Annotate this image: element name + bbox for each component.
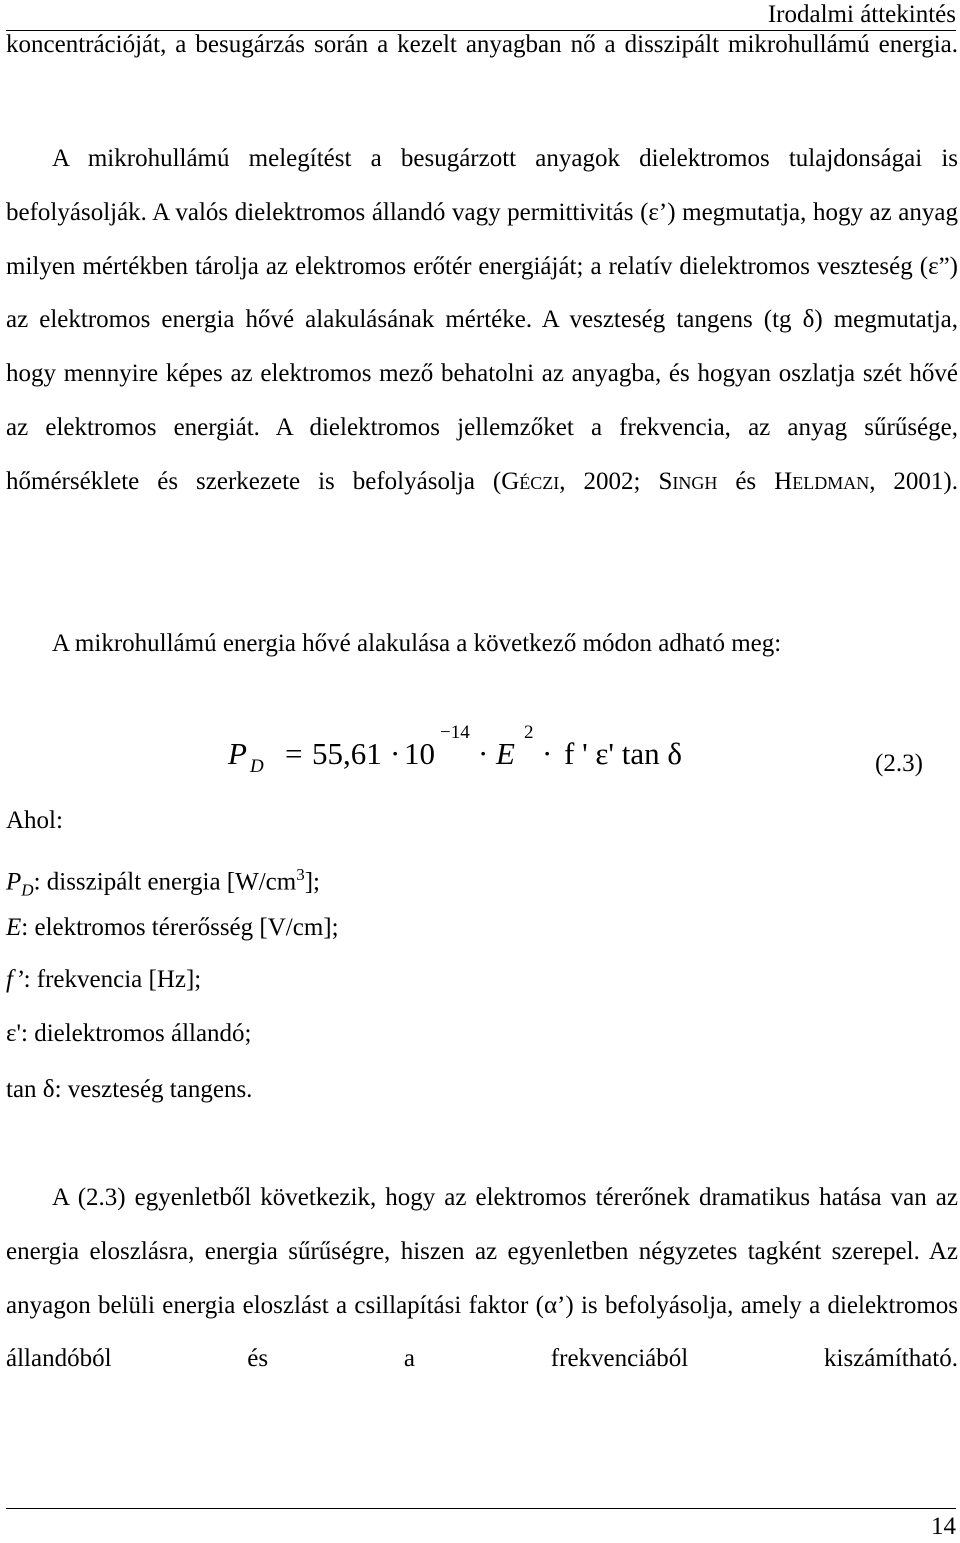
citation-singh: INGH: [672, 472, 718, 493]
equation-2-3: [228, 722, 748, 792]
def-e-text: : elektromos térerősség [V/cm];: [21, 914, 339, 941]
definition-tan-delta: tan δ: veszteség tangens.: [6, 1076, 253, 1103]
equation-number: (2.3): [875, 750, 923, 777]
citation-singh-initial: S: [658, 467, 673, 495]
eq-lhs-subscript: D: [250, 756, 264, 777]
citation-year-2002: , 2002;: [559, 467, 659, 495]
def-pd-text: : disszipált energia [W/cm: [33, 868, 297, 896]
citation-year-2001: , 2001).: [869, 467, 959, 495]
eq-dot-1: ·: [390, 736, 401, 771]
footer-rule: [6, 1508, 956, 1509]
page-number: 14: [931, 1513, 956, 1540]
eq-base: 10: [404, 736, 435, 771]
def-pd-superscript: 3: [296, 865, 305, 884]
citation-geczi-initial: G: [501, 467, 520, 495]
eq-field: E: [496, 736, 515, 771]
eq-field-exponent: 2: [524, 722, 534, 743]
citation-heldman-initial: H: [774, 467, 793, 495]
paragraph-4: A (2.3) egyenletből következik, hogy az elektromos térerőnek dramatikus hatása van az energia eloszlásra, energia sűrűségre, hiszen az egyenletben négyzetes tagként szerepel. Az anyagon belüli energia eloszlást a csillapítási faktor (α’) is befolyásolja, amely a dielektromos állandóból és a frekvenciából kiszámítható.: [6, 1184, 958, 1373]
paragraph-3: A mikrohullámú energia hővé alakulása a következő módon adható meg:: [52, 630, 782, 657]
eq-dot-3: ·: [542, 736, 553, 771]
citation-heldman: ELDMAN: [792, 472, 870, 493]
eq-lhs: P: [228, 736, 247, 771]
paragraph-2-text: A mikrohullámú melegítést a besugárzott anyagok dielektromos tulajdonságai is befolyásolják. A valós dielektromos állandó vagy permittivitás (ε’) megmutatja, hogy az anyag milyen mértékben tárolja az elektromos erőtér energiáját; a relatív dielektromos veszteség (ε”) az elektromos energia hővé alakulásának mértéke. A veszteség tangens (tg δ) megmutatja, hogy mennyire képes az elektromos mező behatolni az anyagba, és hogyan oszlatja szét hővé az elektromos energiát. A dielektromos jellemzőket a frekvencia, az anyag sűrűsége, hőmérséklete és szerkezete is befolyásolja (: [6, 145, 958, 495]
eq-dot-2: ·: [478, 736, 489, 771]
definition-pd: [6, 860, 320, 905]
citation-geczi: ÉCZI: [519, 472, 560, 493]
paragraph-2: [6, 132, 958, 511]
def-e-symbol: E: [6, 914, 22, 941]
definition-f: [6, 965, 201, 995]
header-title: Irodalmi áttekintés: [767, 1, 956, 28]
eq-exponent: −14: [440, 722, 470, 743]
def-pd-subscript: D: [21, 880, 34, 900]
eq-coefficient: 55,61: [312, 736, 382, 771]
def-pd-end: ];: [304, 868, 320, 896]
definition-e: [6, 913, 339, 943]
definition-epsilon: ε': dielektromos állandó;: [6, 1020, 252, 1047]
def-f-text: : frekvencia [Hz];: [23, 966, 202, 993]
paragraph-1: koncentrációját, a besugárzás során a kezelt anyagban nő a disszipált mikrohullámú energia.: [6, 31, 958, 58]
eq-equals: =: [285, 736, 303, 771]
def-pd-symbol: P: [6, 868, 22, 896]
def-f-symbol: f’: [6, 966, 24, 993]
definitions-intro: Ahol:: [6, 807, 63, 834]
citation-join: és: [717, 467, 775, 495]
eq-rest: f ' ε' tan δ: [564, 736, 682, 771]
